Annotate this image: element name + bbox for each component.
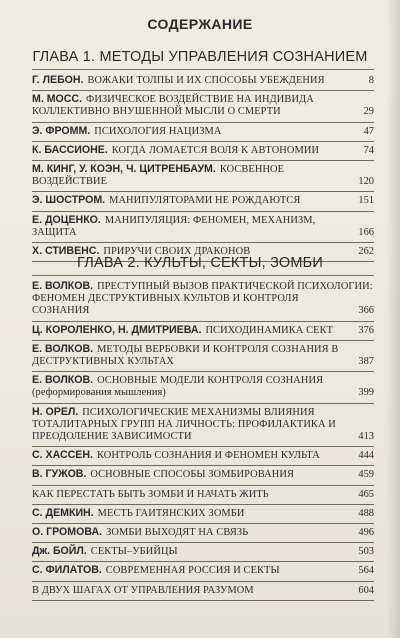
toc-entry-page-number: 166 [358, 226, 374, 238]
toc-entry-title: СЕКТЫ–УБИЙЦЫ [90, 546, 178, 558]
toc-entry-title: ВОЖАКИ ТОЛПЫ И ИХ СПОСОБЫ УБЕЖДЕНИЯ [87, 75, 325, 86]
page-gutter-shadow [386, 0, 400, 638]
toc-entry-title: ОСНОВНЫЕ СПОСОБЫ ЗОМБИРОВАНИЯ [90, 469, 294, 481]
toc-entry-title: СОВРЕМЕННАЯ РОССИЯ И СЕКТЫ [105, 565, 280, 577]
toc-entry-title: МЕСТЬ ГАИТЯНСКИХ ЗОМБИ [97, 507, 245, 519]
toc-entry [32, 545, 374, 562]
toc-entry-page-number: 399 [358, 387, 374, 399]
toc-entry-title: КАК ПЕРЕСТАТЬ БЫТЬ ЗОМБИ И НАЧАТЬ ЖИТЬ [32, 488, 269, 500]
chapter-2-entries [32, 280, 374, 603]
toc-entry-author: Е. ДОЦЕНКО. [32, 213, 101, 226]
toc-entry [32, 324, 374, 341]
chapter-2-heading: ГЛАВА 2. КУЛЬТЫ, СЕКТЫ, ЗОМБИ [77, 255, 323, 271]
toc-entry-author: В. ГУЖОВ. [32, 468, 87, 481]
toc-entry-author: Э. ШОСТРОМ. [32, 194, 106, 207]
toc-entry-author: Е. ВОЛКОВ. [32, 342, 94, 355]
toc-entry-author: С. ФИЛАТОВ. [32, 564, 102, 577]
toc-entry-title: ОСНОВНЫЕ МОДЕЛИ КОНТРОЛЯ СОЗНАНИЯ (реформирования мышления) [32, 375, 324, 399]
toc-entry [32, 194, 374, 211]
toc-entry-title: ПСИХОЛОГИЧЕСКИЕ МЕХАНИЗМЫ ВЛИЯНИЯ ТОТАЛИТАРНЫХ ГРУПП НА ЛИЧНОСТЬ: ПРОФИЛАКТИКА И ПРЕОДОЛЕНИЕ ЗАВИСИМОСТИ [32, 406, 336, 443]
toc-entry-page-number: 564 [358, 565, 374, 577]
toc-entry-page-number: 459 [358, 469, 374, 481]
toc-entry [32, 163, 374, 192]
toc-entry-author: О. ГРОМОВА. [32, 526, 103, 539]
toc-entry-author: М. КИНГ, У. КОЭН, Ч. ЦИТРЕНБАУМ. [32, 163, 216, 176]
toc-entry-author: С. ХАССЕН. [32, 449, 93, 462]
toc-entry-page-number: 496 [358, 527, 374, 539]
toc-entry-author: Х. СТИВЕНС. [32, 245, 100, 258]
toc-entry-page-number: 8 [368, 75, 374, 86]
toc-entry-title: МЕТОДЫ ВЕРБОВКИ И КОНТРОЛЯ СОЗНАНИЯ В ДЕСТРУКТИВНЫХ КУЛЬТАХ [32, 343, 339, 368]
toc-entry-author: К. БАССИОНЕ. [32, 143, 108, 156]
toc-entry-page-number: 488 [358, 507, 374, 519]
toc-entry-author: Е. ВОЛКОВ. [32, 374, 94, 387]
toc-entry-title: ПСИХОЛОГИЯ НАЦИЗМА [94, 125, 222, 137]
toc-entry-author: Ц. КОРОЛЕНКО, Н. ДМИТРИЕВА. [32, 323, 202, 336]
toc-entry [32, 488, 374, 505]
toc-entry-title: КОНТРОЛЬ СОЗНАНИЯ И ФЕНОМЕН КУЛЬТА [96, 450, 320, 462]
toc-entry [32, 468, 374, 485]
toc-entry-title: ЗОМБИ ВЫХОДЯТ НА СВЯЗЬ [106, 527, 249, 539]
toc-entry-page-number: 120 [358, 176, 374, 188]
toc-entry-title: ПСИХОДИНАМИКА СЕКТ [205, 324, 334, 336]
toc-entry [32, 214, 374, 243]
toc-entry [32, 343, 374, 372]
toc-entry [32, 507, 374, 524]
toc-entry-page-number: 376 [358, 324, 374, 336]
toc-entry-page-number: 387 [358, 356, 374, 368]
chapter-2-rule [32, 275, 374, 276]
toc-entry-title: МАНИПУЛЯЦИЯ: ФЕНОМЕН, МЕХАНИЗМ, ЗАЩИТА [32, 214, 316, 238]
toc-entry-page-number: 503 [358, 546, 374, 558]
toc-entry-page-number: 74 [363, 144, 374, 156]
chapter-1-rule [32, 69, 374, 70]
toc-entry-author: Дж. БОЙЛ. [32, 545, 87, 558]
toc-entry-page-number: 47 [363, 125, 374, 137]
toc-entry [32, 125, 374, 142]
toc-entry-title: ПРЕСТУПНЫЙ ВЫЗОВ ПРАКТИЧЕСКОЙ ПСИХОЛОГИИ: ФЕНОМЕН ДЕСТРУКТИВНЫХ КУЛЬТОВ И КОНТРОЛЯ СОЗНАНИЯ [32, 281, 373, 317]
toc-entry [32, 144, 374, 161]
toc-entry-author: С. ДЕМКИН. [32, 506, 94, 519]
chapter-1-heading: ГЛАВА 1. МЕТОДЫ УПРАВЛЕНИЯ СОЗНАНИЕМ [32, 49, 368, 65]
toc-entry [32, 93, 374, 122]
toc-entry-page-number: 262 [358, 246, 374, 258]
page-title: СОДЕРЖАНИЕ [147, 16, 253, 32]
toc-entry-author: Г. ЛЕБОН. [32, 74, 84, 86]
chapter-1-entries [32, 74, 374, 264]
toc-entry-page-number: 413 [358, 431, 374, 443]
toc-entry-title: ПРИРУЧИ СВОИХ ДРАКОНОВ [103, 246, 251, 258]
toc-entry [32, 406, 374, 448]
toc-entry-title: КОГДА ЛОМАЕТСЯ ВОЛЯ К АВТОНОМИИ [111, 144, 320, 156]
toc-entry-title: КОСВЕННОЕ ВОЗДЕЙСТВИЕ [32, 164, 285, 188]
toc-entry [32, 449, 374, 466]
toc-entry [32, 280, 374, 322]
toc-entry-page-number: 29 [363, 106, 374, 118]
toc-entry-author: Е. ВОЛКОВ. [32, 280, 94, 292]
toc-entry [32, 584, 374, 601]
toc-entry-author: Э. ФРОММ. [32, 124, 91, 137]
toc-entry-page-number: 604 [358, 584, 374, 596]
toc-entry-page-number: 151 [358, 195, 374, 207]
toc-entry [32, 374, 374, 403]
toc-entry [32, 526, 374, 543]
toc-entry-author: М. МОСС. [32, 93, 83, 106]
toc-entry-author: Н. ОРЕЛ. [32, 405, 79, 418]
toc-entry-title: МАНИПУЛЯТОРАМИ НЕ РОЖДАЮТСЯ [109, 195, 301, 207]
toc-entry-title: ФИЗИЧЕСКОЕ ВОЗДЕЙСТВИЕ НА ИНДИВИДА КОЛЛЕКТИВНО ВНУШЕННОЙ МЫСЛИ О СМЕРТИ [32, 94, 314, 118]
toc-entry [32, 74, 374, 91]
toc-entry-page-number: 465 [358, 488, 374, 500]
toc-entry-title: В ДВУХ ШАГАХ ОТ УПРАВЛЕНИЯ РАЗУМОМ [32, 584, 254, 596]
toc-entry-page-number: 366 [358, 305, 374, 317]
toc-entry-page-number: 444 [358, 450, 374, 462]
toc-entry [32, 564, 374, 581]
